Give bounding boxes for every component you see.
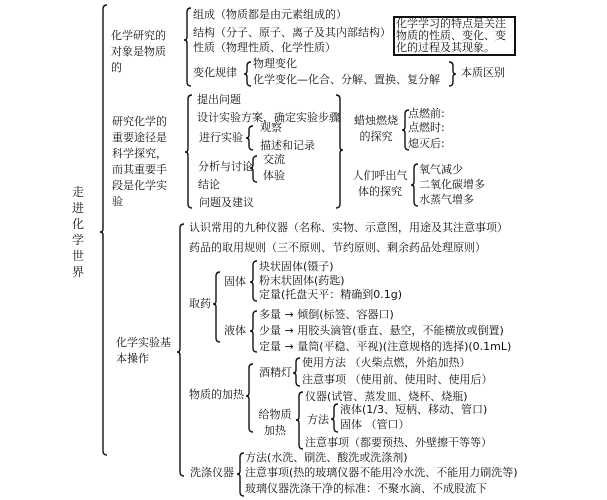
change-item: 物理变化 xyxy=(253,57,297,70)
s1-label: 化学研究的对象是物质的 xyxy=(111,29,166,74)
liquid-item: 少量 → 用胶头滴管(垂直、悬空，不能横放或倒置) xyxy=(259,324,504,337)
change-open-brace xyxy=(244,62,251,86)
analyze-item: 体验 xyxy=(263,169,285,182)
note-box: 化学学习的特点是关注物质的性质、变化、变化的过程及其现象。 xyxy=(393,16,516,56)
do-item: 观察 xyxy=(260,121,282,134)
wash-item: 方法(水洗、刷洗、酸洗或洗涤剂) xyxy=(245,451,408,464)
wash-brace xyxy=(237,453,244,496)
s2-brace xyxy=(185,95,192,208)
method-item: 固体 （管口） xyxy=(340,418,410,431)
solid-item: 定量(托盘天平：精确到0.1g) xyxy=(259,288,403,301)
give-label: 给物质加热 xyxy=(258,408,292,437)
solid-brace xyxy=(250,261,257,301)
candle-item: 点燃时: xyxy=(408,121,445,134)
step-ask: 提出问题 xyxy=(197,93,241,106)
liquid-brace xyxy=(250,311,257,352)
s1-item: 结构（分子、原子、离子及其内部结构） xyxy=(193,26,391,39)
s1-brace xyxy=(184,8,191,86)
take-brace xyxy=(213,272,220,342)
root-title: 走进化学世界 xyxy=(72,185,85,279)
method-brace xyxy=(331,404,338,432)
do-item: 描述和记录 xyxy=(260,139,315,152)
s3-brace xyxy=(177,224,184,476)
method-item: 液体(1/3、短柄、移动、管口) xyxy=(340,403,488,416)
s1-item: 性质（物理性质、化学性质） xyxy=(193,41,336,54)
liquid-item: 定量 → 量筒(平稳、平视)(注意规格的选择)(0.1mL) xyxy=(259,340,512,353)
method-label: 方法 xyxy=(307,413,329,426)
breath-item: 二氧化碳增多 xyxy=(419,178,485,191)
root-brace xyxy=(100,5,107,455)
lamp-label: 酒精灯 xyxy=(259,366,292,379)
do-brace xyxy=(246,126,253,150)
step-analyze: 分析与讨论 xyxy=(198,160,253,173)
wash-item: 玻璃仪器洗涤干净的标准：不聚水滴、不成股流下 xyxy=(245,482,487,495)
liquid-item: 多量 → 倾倒(标签、容器口) xyxy=(259,308,394,321)
breath-item: 水蒸气增多 xyxy=(419,193,474,206)
solid-item: 块状固体(镊子) xyxy=(259,260,334,273)
breath-brace xyxy=(411,164,418,206)
s1-item: 组成（物质都是由元素组成的） xyxy=(193,8,347,21)
heat-brace xyxy=(246,364,253,432)
s3-label: 化学实验基本操作 xyxy=(116,336,171,365)
change-item: 化学变化—化合、分解、置换、复分解 xyxy=(253,73,440,86)
step-suggest: 问题及建议 xyxy=(199,196,254,209)
s2-label: 研究化学的重要途径是科学探究，而其重要手段是化学实验 xyxy=(112,115,167,208)
change-note: 本质区别 xyxy=(461,66,505,79)
wash-label: 洗涤仪器 xyxy=(190,466,234,479)
give-brace xyxy=(296,392,303,449)
solid-label: 固体 xyxy=(224,275,246,288)
step-do: 进行实验 xyxy=(199,131,243,144)
rules-item: 药品的取用规则（三不原则、节约原则、剩余药品处理原则） xyxy=(189,241,486,254)
analyze-item: 交流 xyxy=(263,153,285,166)
give-note: 注意事项（都要预热、外壁擦干等等） xyxy=(305,436,492,449)
candle-item: 点燃前: xyxy=(408,107,445,120)
lamp-item: 使用方法 （火柴点燃，外焰加热） xyxy=(302,356,471,369)
heat-label: 物质的加热 xyxy=(189,388,244,401)
wash-item: 注意事项(热的玻璃仪器不能用冷水洗、不能用力刷洗等) xyxy=(245,466,518,479)
instruments-item: 认识常用的九种仪器（名称、实物、示意图，用途及其注意事项） xyxy=(189,221,508,234)
breath-label: 人们呼出气体的探究 xyxy=(352,169,408,198)
give-instr: 仪器(试管、蒸发皿、烧杯、烧瓶) xyxy=(305,390,468,403)
candle-label: 蜡烛燃烧的探究 xyxy=(354,114,398,143)
lamp-item: 注意事项 （使用前、使用时、使用后） xyxy=(302,373,493,386)
lamp-brace xyxy=(293,358,300,386)
step-conclude: 结论 xyxy=(198,178,220,191)
step-design: 设计实验方案，确定实验步骤 xyxy=(197,111,340,124)
take-label: 取药 xyxy=(189,297,211,310)
change-label: 变化规律 xyxy=(193,66,237,79)
change-close-brace xyxy=(449,62,456,86)
liquid-label: 液体 xyxy=(224,324,246,337)
breath-item: 氧气减少 xyxy=(419,163,463,176)
solid-item: 粉末状固体(药匙) xyxy=(259,274,345,287)
candle-item: 熄灭后: xyxy=(408,137,445,150)
